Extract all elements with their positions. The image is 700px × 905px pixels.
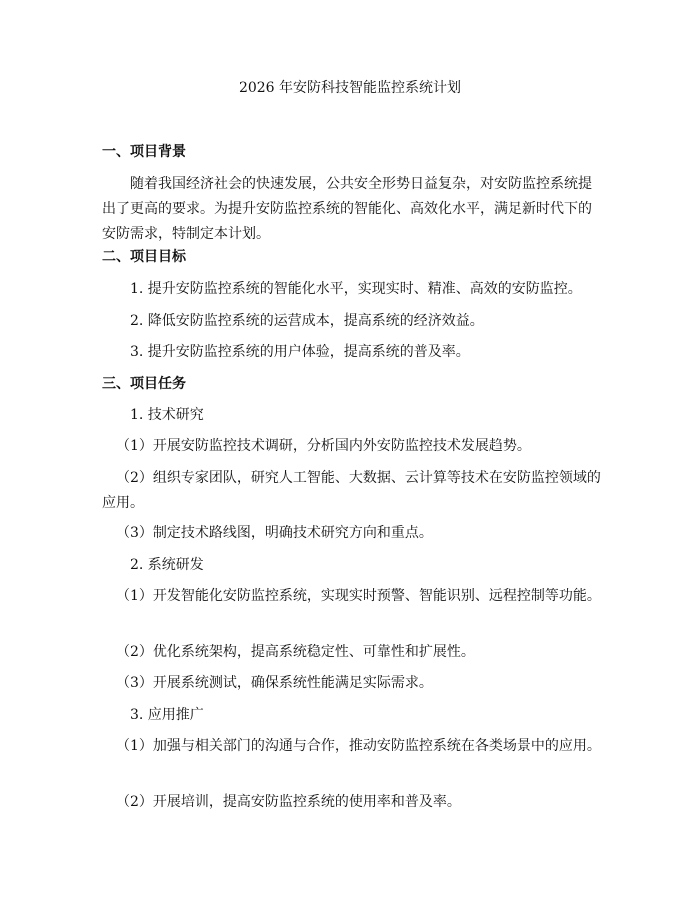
task-item: （3）制定技术路线图，明确技术研究方向和重点。 <box>116 525 433 541</box>
task-item: （1）加强与相关部门的沟通与合作，推动安防监控系统在各类场景中的应用。 <box>116 738 601 754</box>
task-group-label: 3. 应用推广 <box>130 707 204 723</box>
task-item: （2）开展培训，提高安防监控系统的使用率和普及率。 <box>116 794 461 810</box>
section-heading-background: 一、项目背景 <box>102 144 186 160</box>
task-item: （2）组织专家团队，研究人工智能、大数据、云计算等技术在安防监控领域的应用。 <box>102 470 601 511</box>
task-item: （1）开展安防监控技术调研，分析国内外安防监控技术发展趋势。 <box>116 438 531 454</box>
task-item: （1）开发智能化安防监控系统，实现实时预警、智能识别、远程控制等功能。 <box>116 588 601 604</box>
goal-item: 1. 提升安防监控系统的智能化水平，实现实时、精准、高效的安防监控。 <box>130 281 582 297</box>
goal-item: 3. 提升安防监控系统的用户体验，提高系统的普及率。 <box>130 344 470 360</box>
goal-item: 2. 降低安防监控系统的运营成本，提高系统的经济效益。 <box>130 313 484 329</box>
task-item: （2）优化系统架构，提高系统稳定性、可靠性和扩展性。 <box>116 644 475 660</box>
task-group-label: 1. 技术研究 <box>130 407 204 423</box>
background-paragraph: 随着我国经济社会的快速发展，公共安全形势日益复杂，对安防监控系统提出了更高的要求。为提升安防监控系统的智能化、高效化水平，满足新时代下的安防需求，特制定本计划。 <box>102 176 592 242</box>
section-heading-tasks: 三、项目任务 <box>102 376 186 392</box>
document-title: 2026 年安防科技智能监控系统计划 <box>238 80 462 96</box>
task-group-label: 2. 系统研发 <box>130 557 204 573</box>
section-heading-goals: 二、项目目标 <box>102 249 186 265</box>
task-item: （3）开展系统测试，确保系统性能满足实际需求。 <box>116 675 433 691</box>
